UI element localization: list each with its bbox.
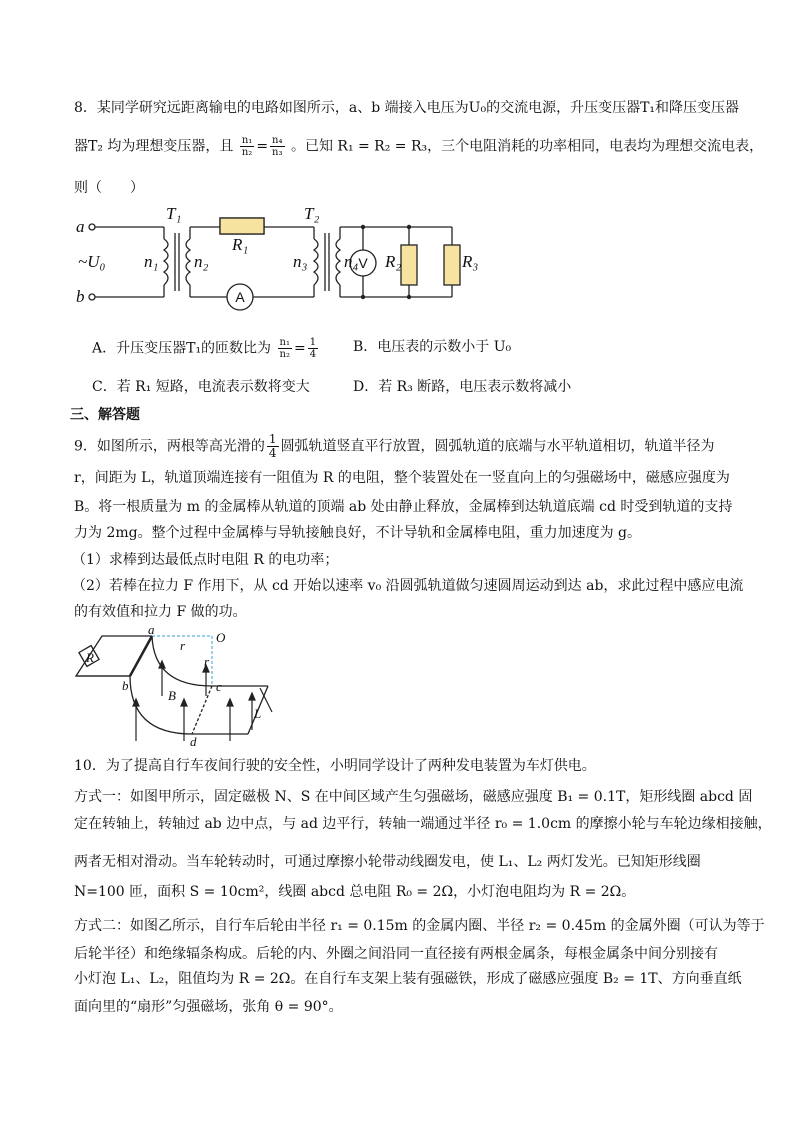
q9-label-resistor: R	[86, 650, 94, 665]
source-label: ~U₀	[78, 252, 106, 271]
terminal-b-label: b	[76, 287, 85, 306]
q9-line-1: 9．如图所示，两根等高光滑的 $\frac{1}{4}$ 圆弧轨道竖直平行放置，圆弧轨道的底端与水平轨道相切，轨道半径为	[74, 432, 715, 460]
q9-track-diagram	[72, 622, 282, 749]
terminal-a-label: a	[76, 217, 85, 236]
q9-label-r-horizontal: r	[180, 638, 186, 653]
r3-label: R₃	[462, 252, 479, 271]
q9-label-a: a	[148, 622, 155, 637]
q9-label-field: B	[168, 688, 176, 703]
q8-line-2: 器T₂ 均为理想变压器，且 $\frac{\text{n₁}}{\text{n₂}}$ = $\frac{\text{n₄}}{\text{n₃}}$ 。已知 R₁ = R₂ = R₃，三个电阻消耗的功率相同，电表均为理想交流电表，	[74, 135, 764, 158]
n3-label: n₃	[293, 252, 308, 271]
q8-line-1: 8．某同学研究远距离输电的电路如图所示，a、b 端接入电压为U₀的交流电源，升压变压器T₁和降压变压器	[74, 100, 740, 116]
q8-line-3: 则（ ）	[74, 180, 144, 196]
n4-label: n₄	[344, 252, 359, 271]
t1-label: T₁	[166, 204, 182, 223]
ammeter-label: A	[235, 289, 245, 305]
q9-line-7: 的有效值和拉力 F 做的功。	[74, 604, 247, 620]
q10-line-7: 后轮半径）和绝缘辐条构成。后轮的内、外圈之间沿同一直径接有两根金属条，每根金属条中间分别接有	[74, 946, 718, 962]
q10-line-4: 两者无相对滑动。当车轮转动时，可通过摩擦小轮带动线圈发电，使 L₁、L₂ 两灯发光。已知矩形线圈	[74, 854, 701, 870]
section-header: 三、解答题	[70, 407, 140, 423]
q9-label-c: c	[216, 679, 222, 694]
q10-line-9: 面向里的“扇形”匀强磁场，张角 θ = 90°。	[74, 999, 343, 1015]
q10-line-2: 方式一：如图甲所示，固定磁极 N、S 在中间区域产生匀强磁场，磁感应强度 B₁ = 0.1T，矩形线圈 abcd 固	[74, 789, 753, 805]
q10-line-8: 小灯泡 L₁、L₂，阻值均为 R = 2Ω。在自行车支架上装有强磁铁，形成了磁感应强度 B₂ = 1T、方向垂直纸	[74, 971, 742, 987]
q9-label-d: d	[190, 734, 197, 749]
n1-label: n₁	[144, 252, 159, 271]
q8-circuit-diagram	[72, 203, 479, 315]
q10-line-1: 10．为了提高自行车夜间行驶的安全性，小明同学设计了两种发电装置为车灯供电。	[74, 758, 596, 774]
q9-label-r-vertical: r	[204, 654, 210, 669]
q10-line-6: 方式二：如图乙所示，自行车后轮由半径 r₁ = 0.15m 的金属内圈、半径 r₂ = 0.45m 的金属外圈（可认为等于	[74, 918, 765, 934]
q8-line-2a: 器T₂ 均为理想变压器，且	[74, 138, 234, 155]
q8-ratio-1: $\frac{\text{n₁}}{\text{n₂}}$	[241, 135, 253, 158]
n2-label: n₂	[194, 252, 209, 271]
q9-line-2: r，间距为 L，轨道顶端连接有一阻值为 R 的电阻，整个装置处在一竖直向上的匀强磁场中，磁感应强度为	[74, 470, 730, 486]
q9-label-o: O	[216, 630, 226, 645]
q10-line-3: 定在转轴上，转轴过 ab 边中点，与 ad 边平行，转轴一端通过半径 r₀ = 1.0cm 的摩擦小轮与车轮边缘相接触，	[74, 816, 772, 832]
q8-option-b[interactable]: B．电压表的示数小于 U₀	[353, 339, 512, 355]
q9-line-6: （2）若棒在拉力 F 作用下，从 cd 开始以速率 v₀ 沿圆弧轨道做匀速圆周运动到达 ab，求此过程中感应电流	[72, 578, 744, 594]
q9-label-b: b	[122, 678, 129, 693]
q8-option-d[interactable]: D．若 R₃ 断路，电压表示数将减小	[353, 379, 572, 395]
q8-option-c[interactable]: C．若 R₁ 短路，电流表示数将变大	[92, 379, 310, 395]
q8-ratio-2: $\frac{\text{n₄}}{\text{n₃}}$	[272, 135, 283, 158]
voltmeter-label: V	[358, 255, 368, 271]
r2-label: R₂	[385, 252, 402, 271]
t2-label: T₂	[304, 204, 320, 223]
q9-line-4: 力为 2mg。整个过程中金属棒与导轨接触良好，不计导轨和金属棒电阻，重力加速度为 g。	[74, 525, 642, 541]
q9-label-spacing: L	[254, 706, 262, 721]
q9-line-3: B。将一根质量为 m 的金属棒从轨道的顶端 ab 处由静止释放，金属棒到达轨道底端 cd 时受到轨道的支持	[74, 499, 733, 515]
q8-line-2b: 。已知 R₁ = R₂ = R₃，三个电阻消耗的功率相同，电表均为理想交流电表，	[290, 138, 764, 155]
q10-line-5: N=100 匝，面积 S = 10cm²，线圈 abcd 总电阻 R₀ = 2Ω，小灯泡电阻均为 R = 2Ω。	[74, 884, 636, 900]
r1-label: R₁	[232, 235, 249, 254]
q8-option-a[interactable]: A．升压变压器T₁的匝数比为 $\frac{\text{n₁}}{\text{n₂}}$ = $\frac{1}{4}$	[92, 337, 317, 360]
q9-line-5: （1）求棒到达最低点时电阻 R 的电功率；	[72, 552, 339, 568]
